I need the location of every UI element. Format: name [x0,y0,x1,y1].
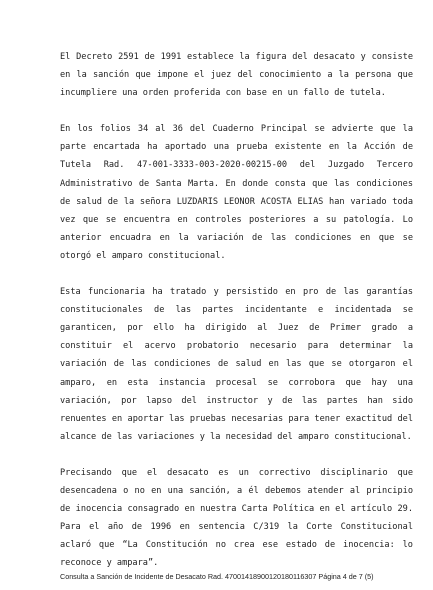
document-body [60,48,413,590]
paragraph-decreto: El Decreto 2591 de 1991 establece la figura del desacato y consiste en la sanción que impone el juez del conocimiento a la persona que incumpliere una orden proferida con base en un fallo de tutela. [60,52,413,99]
paragraph-folios: En los folios 34 al 36 del Cuaderno Principal se advierte que la parte encartada ha aportado una prueba existente en la Acción de Tutela Rad. 47-001-3333-003-2020-00215-00 del Juzgado Tercero Administrativo de Santa Marta. En donde consta que las condiciones de salud de la señora LUZDARIS LEONOR ACOSTA ELIAS han variado toda vez que se encuentra en controles posteriores a su patología. Lo anterior encuadra en la variación de las condiciones en que se otorgó el amparo constitucional. [60,124,413,261]
paragraph-inocencia: Precisando que el desacato es un correctivo disciplinario que desencadena o no en una sanción, a él debemos atender al principio de inocencia consagrado en nuestra Carta Política en el artículo 29. Para el año de 1996 en sentencia C/319 la Corte Constitucional aclaró que “La Constitución no crea ese estado de inocencia: lo reconoce y ampara”. [60,467,413,569]
page-footer: Consulta a Sanción de Incidente de Desacato Rad. 47001418900120180116307 Página 4 de 7 (5) [60,572,374,581]
paragraph-garantias: Esta funcionaria ha tratado y persistido en pro de las garantías constitucionales de las partes incidentante e incidentada se garanticen, por ello ha dirigido al Juez de Primer grado a constituir el acervo probatorio necesario para determinar la variación de las condiciones de salud en las que se otorgaron el amparo, en esta instancia procesal se corrobora que hay una variación, por lapso del instructor y de las partes han sido renuentes en aportar las pruebas necesarias para tener exactitud del alcance de las variaciones y la necesidad del amparo constitucional. [60,287,413,442]
